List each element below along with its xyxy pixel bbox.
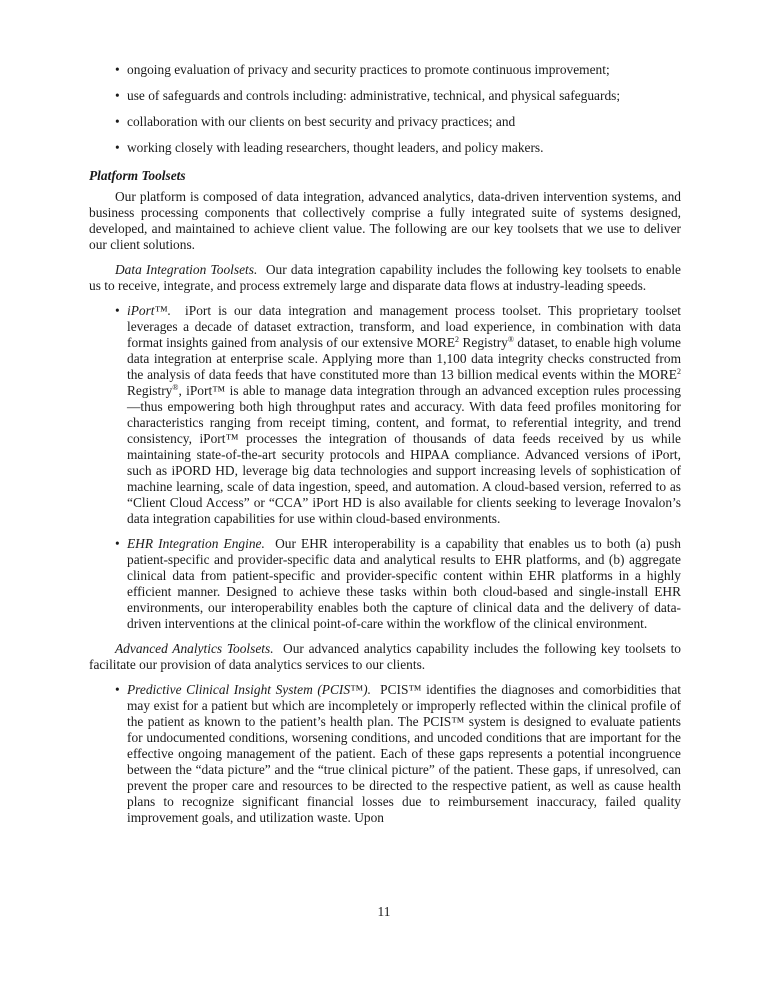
advanced-analytics-paragraph <box>89 641 681 673</box>
list-item-text: use of safeguards and controls including: administrative, technical, and physical safeguards; <box>127 88 621 103</box>
pcis-title: Predictive Clinical Insight System (PCIS™). <box>127 682 371 697</box>
list-item-text: working closely with leading researchers, thought leaders, and policy makers. <box>127 140 544 155</box>
list-item-iport <box>89 303 681 527</box>
intro-paragraph: Our platform is composed of data integration, advanced analytics, data-driven intervention systems, and business processing components that collectively comprise a fully integrated suite of systems designed, developed, and maintained to achieve client value. The following are our key toolsets that we use to deliver our client solutions. <box>89 189 681 252</box>
advanced-analytics-text: Our advanced analytics capability includes the following key toolsets to facilitate our provision of data analytics services to our clients. <box>89 641 681 672</box>
bullet-marker: • <box>115 536 120 551</box>
list-item <box>89 114 681 130</box>
data-integration-heading: Data Integration Toolsets. <box>115 262 258 277</box>
registered-mark: ® <box>507 335 514 344</box>
superscript: 2 <box>677 367 681 376</box>
list-item <box>89 88 681 104</box>
iport-text-3: dataset, to enable high volume data integration at enterprise scale. Applying more than 1,100 data integrity checks constructed from the analysis of data feeds that have constituted more than 13 billion medical events within the MORE <box>127 335 681 382</box>
iport-text-1: iPort is our data integration and management process toolset. This proprietary toolset leverages a decade of dataset extraction, transform, and load experience, in combination with data format insights gained from analysis of our extensive MORE <box>127 303 681 350</box>
ehr-text: Our EHR interoperability is a capability that enables us to both (a) push patient-specific and provider-specific data and analytical results to EHR platforms, and (b) aggregate clinical data from patient-specific and provider-specific content within EHR platforms in a highly efficient manner. Designed to achieve these tasks within both cloud-based and single-install EHR environments, our interoperability enables both the capture of clinical data and the delivery of data-driven interventions at the clinical point-of-care within the workflow of the clinical environment. <box>127 536 681 631</box>
iport-title: iPort™. <box>127 303 171 318</box>
data-integration-paragraph <box>89 262 681 294</box>
list-item-text: collaboration with our clients on best security and privacy practices; and <box>127 114 516 129</box>
bullet-marker: • <box>115 682 120 697</box>
iport-text-2: Registry <box>459 335 508 350</box>
list-item-ehr <box>89 536 681 632</box>
superscript: 2 <box>455 335 460 344</box>
registered-mark: ® <box>172 383 179 392</box>
section-heading: Platform Toolsets <box>89 168 186 183</box>
bullet-marker: • <box>115 303 120 318</box>
iport-text-5: , iPort™ is able to manage data integration through an advanced exception rules processing—thus empowering both high throughput rates and accuracy. With data feed profiles monitoring for characteristics ranging from receipt timing, content, and format, to referential integrity, and trend consistency, iPort™ processes the integration of thousands of data feeds received by us while maintaining state-of-the-art security protocols and HIPAA compliance. Advanced versions of iPort, such as iPORD HD, leverage big data technologies and support increasing levels of sophistication of machine learning, scale of data ingestion, speed, and automation. A cloud-based version, referred to as “Client Cloud Access” or “CCA” iPort HD is also available for clients seeking to leverage Inovalon’s data integration capabilities for use within cloud-based environments. <box>127 383 681 526</box>
bullet-marker: • <box>115 88 120 103</box>
bullet-marker: • <box>115 62 120 77</box>
page-number: 11 <box>377 904 391 919</box>
iport-text-4: Registry <box>127 383 173 398</box>
advanced-analytics-heading: Advanced Analytics Toolsets. <box>115 641 274 656</box>
pcis-text: PCIS™ identifies the diagnoses and comorbidities that may exist for a patient but which are incompletely or improperly reflected within the clinical profile of the patient as known to the patient’s health plan. The PCIS™ system is designed to evaluate patients for undocumented conditions, worsening conditions, and uncoded conditions that are important for the effective ongoing management of the patient. Each of these gaps represents a potential incongruence between the “data picture” and the “true clinical picture” of the patient. These gaps, if unresolved, can prevent the proper care and resources to be directed to the respective patient, as well as cause health plans to recognize significant financial losses due to reimbursement inaccuracy, failed quality improvement goals, and utilization waste. Upon <box>127 682 681 825</box>
data-integration-text: Our data integration capability includes the following key toolsets to enable us to receive, integrate, and process extremely large and disparate data flows at industry-leading speeds. <box>89 262 681 293</box>
list-item-pcis <box>89 682 681 826</box>
bullet-marker: • <box>115 114 120 129</box>
list-item-text: ongoing evaluation of privacy and security practices to promote continuous improvement; <box>127 62 610 77</box>
bullet-marker: • <box>115 140 120 155</box>
list-item <box>89 140 681 156</box>
list-item <box>89 62 681 78</box>
document-page <box>89 62 681 835</box>
ehr-title: EHR Integration Engine. <box>127 536 265 551</box>
